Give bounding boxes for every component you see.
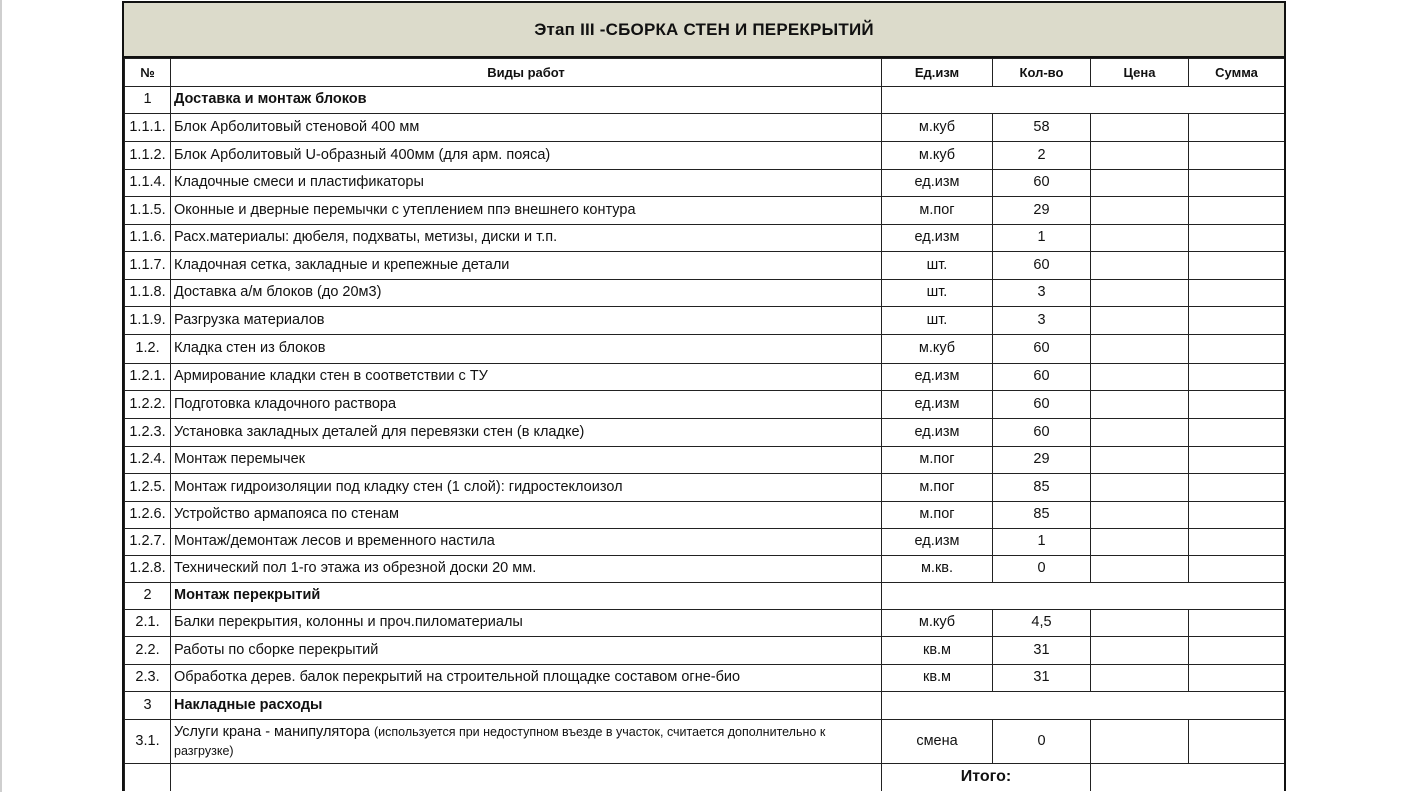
table-row (125, 142, 1285, 170)
quantity-cell: 60 (993, 170, 1091, 197)
unit-cell: м.пог (882, 474, 993, 502)
quantity-cell: 0 (993, 720, 1091, 764)
col-header-price: Цена (1091, 59, 1189, 87)
price-cell[interactable] (1091, 114, 1189, 142)
total-name-cell (171, 764, 882, 792)
sum-cell[interactable] (1189, 170, 1285, 197)
unit-cell: ед.изм (882, 391, 993, 419)
unit-cell: ед.изм (882, 529, 993, 556)
quantity-cell: 0 (993, 556, 1091, 583)
row-number: 1.1.7. (125, 252, 171, 280)
section-row (125, 583, 1285, 610)
price-cell[interactable] (1091, 502, 1189, 529)
row-number: 1.1.2. (125, 142, 171, 170)
row-number: 1.1.9. (125, 307, 171, 335)
unit-cell: кв.м (882, 637, 993, 665)
row-number: 1.2.6. (125, 502, 171, 529)
table-row (125, 307, 1285, 335)
section-empty-cell (882, 87, 1285, 114)
work-name: Армирование кладки стен в соответствии с ТУ (171, 364, 882, 391)
price-cell[interactable] (1091, 474, 1189, 502)
price-cell[interactable] (1091, 335, 1189, 364)
row-number: 1.1.1. (125, 114, 171, 142)
work-name: Кладочная сетка, закладные и крепежные детали (171, 252, 882, 280)
sum-cell[interactable] (1189, 610, 1285, 637)
sum-cell[interactable] (1189, 280, 1285, 307)
row-number: 2.1. (125, 610, 171, 637)
table-row (125, 391, 1285, 419)
quantity-cell: 29 (993, 197, 1091, 225)
price-cell[interactable] (1091, 364, 1189, 391)
price-cell[interactable] (1091, 142, 1189, 170)
row-number: 1.2.8. (125, 556, 171, 583)
row-number: 3.1. (125, 720, 171, 764)
unit-cell: смена (882, 720, 993, 764)
price-cell[interactable] (1091, 419, 1189, 447)
sum-cell[interactable] (1189, 665, 1285, 692)
price-cell[interactable] (1091, 280, 1189, 307)
sum-cell[interactable] (1189, 114, 1285, 142)
quantity-cell: 60 (993, 391, 1091, 419)
section-title: Монтаж перекрытий (171, 583, 882, 610)
price-cell[interactable] (1091, 529, 1189, 556)
total-num-cell (125, 764, 171, 792)
work-name: Оконные и дверные перемычки с утеплением ппэ внешнего контура (171, 197, 882, 225)
table-row (125, 225, 1285, 252)
unit-cell: м.куб (882, 142, 993, 170)
sum-cell[interactable] (1189, 364, 1285, 391)
unit-cell: ед.изм (882, 364, 993, 391)
section-title: Накладные расходы (171, 692, 882, 720)
work-name: Кладка стен из блоков (171, 335, 882, 364)
work-name: Монтаж гидроизоляции под кладку стен (1 слой): гидростеклоизол (171, 474, 882, 502)
row-number: 1.1.8. (125, 280, 171, 307)
row-number: 2.2. (125, 637, 171, 665)
row-number: 1 (125, 87, 171, 114)
work-name: Обработка дерев. балок перекрытий на строительной площадке составом огне-био (171, 665, 882, 692)
quantity-cell: 85 (993, 502, 1091, 529)
work-name: Монтаж перемычек (171, 447, 882, 474)
work-name: Балки перекрытия, колонны и проч.пиломатериалы (171, 610, 882, 637)
table-row (125, 197, 1285, 225)
price-cell[interactable] (1091, 665, 1189, 692)
row-number: 1.1.5. (125, 197, 171, 225)
unit-cell: ед.изм (882, 170, 993, 197)
sum-cell[interactable] (1189, 447, 1285, 474)
sum-cell[interactable] (1189, 502, 1285, 529)
quantity-cell: 58 (993, 114, 1091, 142)
price-cell[interactable] (1091, 197, 1189, 225)
total-row (125, 764, 1285, 792)
row-number: 1.2.3. (125, 419, 171, 447)
work-note: (используется при недоступном въезде в участок, считается дополнительно к разгрузке) (174, 725, 826, 758)
table-row (125, 114, 1285, 142)
table-row (125, 637, 1285, 665)
table-row (125, 556, 1285, 583)
table-row (125, 447, 1285, 474)
unit-cell: м.куб (882, 610, 993, 637)
header-row (125, 59, 1285, 87)
row-number: 1.2. (125, 335, 171, 364)
sum-cell[interactable] (1189, 225, 1285, 252)
price-cell[interactable] (1091, 637, 1189, 665)
quantity-cell: 3 (993, 307, 1091, 335)
table-row (125, 720, 1285, 764)
section-empty-cell (882, 692, 1285, 720)
quantity-cell: 31 (993, 665, 1091, 692)
quantity-cell: 1 (993, 529, 1091, 556)
price-cell[interactable] (1091, 391, 1189, 419)
table-row (125, 665, 1285, 692)
price-cell[interactable] (1091, 307, 1189, 335)
sum-cell[interactable] (1189, 529, 1285, 556)
col-header-sum: Сумма (1189, 59, 1285, 87)
work-name: Доставка а/м блоков (до 20м3) (171, 280, 882, 307)
work-name: Подготовка кладочного раствора (171, 391, 882, 419)
row-number: 1.2.1. (125, 364, 171, 391)
unit-cell: м.пог (882, 447, 993, 474)
quantity-cell: 4,5 (993, 610, 1091, 637)
table-row (125, 502, 1285, 529)
price-cell[interactable] (1091, 170, 1189, 197)
sum-cell[interactable] (1189, 720, 1285, 764)
quantity-cell: 60 (993, 252, 1091, 280)
table-row (125, 280, 1285, 307)
work-name: Кладочные смеси и пластификаторы (171, 170, 882, 197)
unit-cell: шт. (882, 252, 993, 280)
work-name: Блок Арболитовый U-образный 400мм (для арм. пояса) (171, 142, 882, 170)
unit-cell: м.куб (882, 114, 993, 142)
price-cell[interactable] (1091, 556, 1189, 583)
work-name: Разгрузка материалов (171, 307, 882, 335)
table-row (125, 335, 1285, 364)
row-number: 1.2.2. (125, 391, 171, 419)
unit-cell: м.кв. (882, 556, 993, 583)
row-number: 2 (125, 583, 171, 610)
unit-cell: шт. (882, 307, 993, 335)
unit-cell: кв.м (882, 665, 993, 692)
sum-cell[interactable] (1189, 419, 1285, 447)
quantity-cell: 60 (993, 419, 1091, 447)
price-cell[interactable] (1091, 610, 1189, 637)
row-number: 1.1.6. (125, 225, 171, 252)
quantity-cell: 31 (993, 637, 1091, 665)
table-body (125, 87, 1285, 764)
price-cell[interactable] (1091, 225, 1189, 252)
sum-cell[interactable] (1189, 307, 1285, 335)
sum-cell[interactable] (1189, 252, 1285, 280)
table-row (125, 610, 1285, 637)
row-number: 1.2.5. (125, 474, 171, 502)
quantity-cell: 1 (993, 225, 1091, 252)
section-row (125, 87, 1285, 114)
quantity-cell: 60 (993, 335, 1091, 364)
work-name: Монтаж/демонтаж лесов и временного настила (171, 529, 882, 556)
work-name: Установка закладных деталей для перевязки стен (в кладке) (171, 419, 882, 447)
row-number: 3 (125, 692, 171, 720)
col-header-qty: Кол-во (993, 59, 1091, 87)
unit-cell: шт. (882, 280, 993, 307)
price-cell[interactable] (1091, 720, 1189, 764)
section-empty-cell (882, 583, 1285, 610)
work-name: Устройство армапояса по стенам (171, 502, 882, 529)
quantity-cell: 60 (993, 364, 1091, 391)
row-number: 1.2.4. (125, 447, 171, 474)
table-row (125, 364, 1285, 391)
table-row (125, 419, 1285, 447)
price-cell[interactable] (1091, 447, 1189, 474)
table-row (125, 474, 1285, 502)
section-title: Доставка и монтаж блоков (171, 87, 882, 114)
estimate-sheet (122, 1, 1286, 791)
quantity-cell: 2 (993, 142, 1091, 170)
work-name: Технический пол 1-го этажа из обрезной доски 20 мм. (171, 556, 882, 583)
sum-cell[interactable] (1189, 197, 1285, 225)
sum-cell[interactable] (1189, 637, 1285, 665)
sum-cell[interactable] (1189, 474, 1285, 502)
table-row (125, 529, 1285, 556)
quantity-cell: 85 (993, 474, 1091, 502)
unit-cell: м.пог (882, 502, 993, 529)
unit-cell: ед.изм (882, 225, 993, 252)
col-header-work: Виды работ (171, 59, 882, 87)
quantity-cell: 3 (993, 280, 1091, 307)
price-cell[interactable] (1091, 252, 1189, 280)
col-header-num: № (125, 59, 171, 87)
unit-cell: ед.изм (882, 419, 993, 447)
work-name (171, 720, 882, 764)
quantity-cell: 29 (993, 447, 1091, 474)
page-edge-line (0, 0, 2, 792)
work-name: Работы по сборке перекрытий (171, 637, 882, 665)
total-label: Итого: (882, 764, 1091, 792)
col-header-unit: Ед.изм (882, 59, 993, 87)
unit-cell: м.куб (882, 335, 993, 364)
stage-title: Этап III -СБОРКА СТЕН И ПЕРЕКРЫТИЙ (124, 3, 1284, 58)
sum-cell[interactable] (1189, 556, 1285, 583)
table-row (125, 170, 1285, 197)
row-number: 1.2.7. (125, 529, 171, 556)
table-row (125, 252, 1285, 280)
row-number: 2.3. (125, 665, 171, 692)
work-name-text: Услуги крана - манипулятора (174, 724, 370, 741)
section-row (125, 692, 1285, 720)
sum-cell[interactable] (1189, 391, 1285, 419)
unit-cell: м.пог (882, 197, 993, 225)
total-sum-cell[interactable] (1091, 764, 1285, 792)
estimate-table (124, 58, 1285, 791)
work-name: Блок Арболитовый стеновой 400 мм (171, 114, 882, 142)
sum-cell[interactable] (1189, 142, 1285, 170)
sum-cell[interactable] (1189, 335, 1285, 364)
work-name: Расх.материалы: дюбеля, подхваты, метизы, диски и т.п. (171, 225, 882, 252)
row-number: 1.1.4. (125, 170, 171, 197)
